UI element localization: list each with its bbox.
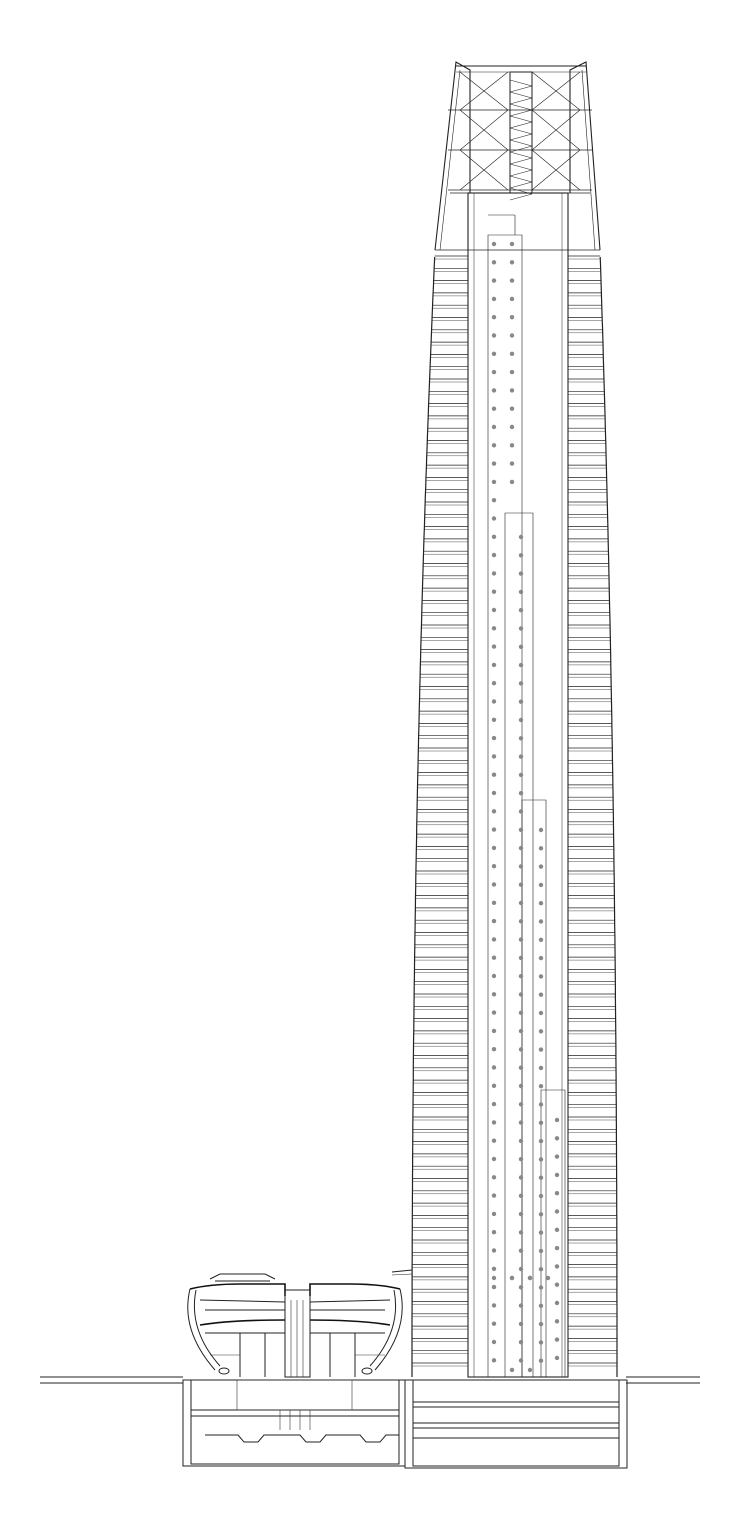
mast-bracing bbox=[510, 176, 532, 182]
elevator-marker bbox=[519, 864, 523, 868]
elevator-marker bbox=[492, 1193, 496, 1197]
elevator-marker bbox=[519, 992, 523, 996]
elevator-marker bbox=[539, 828, 543, 832]
elevator-marker bbox=[492, 461, 496, 465]
mast-bracing bbox=[510, 182, 532, 188]
elevator-marker bbox=[539, 1139, 543, 1143]
elevator-marker bbox=[492, 1175, 496, 1179]
elevator-marker bbox=[519, 681, 523, 685]
elevator-marker bbox=[492, 626, 496, 630]
elevator-marker bbox=[492, 1065, 496, 1069]
elevator-marker bbox=[519, 901, 523, 905]
elevator-marker bbox=[539, 1029, 543, 1033]
elevator-marker bbox=[519, 846, 523, 850]
elevator-marker bbox=[519, 1175, 523, 1179]
elevator-marker bbox=[555, 1209, 559, 1213]
mast-bracing bbox=[510, 164, 532, 170]
elevator-marker bbox=[519, 809, 523, 813]
elevator-marker bbox=[519, 1120, 523, 1124]
elevator-marker bbox=[492, 590, 496, 594]
elevator-marker bbox=[492, 1322, 496, 1326]
elevator-marker bbox=[510, 370, 514, 374]
elevator-marker bbox=[492, 608, 496, 612]
elevator-marker bbox=[510, 480, 514, 484]
mast-bracing bbox=[510, 128, 532, 134]
elevator-marker bbox=[539, 1267, 543, 1271]
elevator-marker bbox=[519, 919, 523, 923]
elevator-marker bbox=[492, 1267, 496, 1271]
elevator-marker bbox=[510, 461, 514, 465]
elevator-marker bbox=[492, 388, 496, 392]
elevator-marker bbox=[555, 1173, 559, 1177]
elevator-marker bbox=[492, 498, 496, 502]
mast-bracing bbox=[510, 116, 532, 122]
elevator-marker bbox=[546, 1276, 550, 1280]
elevator-marker bbox=[492, 901, 496, 905]
elevator-marker bbox=[539, 1066, 543, 1070]
entrance-canopy bbox=[392, 1270, 412, 1272]
elevator-marker bbox=[510, 425, 514, 429]
tower-left-edge bbox=[412, 257, 435, 1377]
elevator-marker bbox=[555, 1118, 559, 1122]
elevator-marker bbox=[492, 1157, 496, 1161]
elevator-marker bbox=[519, 937, 523, 941]
elevator-marker bbox=[555, 1246, 559, 1250]
elevator-marker bbox=[539, 864, 543, 868]
elevator-marker bbox=[519, 700, 523, 704]
elevator-marker bbox=[519, 1340, 523, 1344]
elevator-marker bbox=[519, 1285, 523, 1289]
mast-bracing bbox=[510, 98, 532, 104]
elevator-marker bbox=[510, 315, 514, 319]
elevator-marker bbox=[539, 883, 543, 887]
elevator-marker bbox=[510, 297, 514, 301]
elevator-marker bbox=[492, 681, 496, 685]
elevator-marker bbox=[539, 1340, 543, 1344]
elevator-marker bbox=[519, 883, 523, 887]
elevator-marker bbox=[492, 352, 496, 356]
elevator-marker bbox=[510, 278, 514, 282]
elevator-marker bbox=[539, 974, 543, 978]
elevator-marker bbox=[492, 1047, 496, 1051]
elevator-marker bbox=[519, 1139, 523, 1143]
elevator-marker bbox=[539, 1011, 543, 1015]
elevator-marker bbox=[510, 352, 514, 356]
elevator-marker bbox=[492, 1010, 496, 1014]
elevator-marker bbox=[539, 1230, 543, 1234]
tower-core bbox=[468, 193, 568, 1377]
elevator-marker bbox=[492, 260, 496, 264]
elevator-marker bbox=[539, 956, 543, 960]
elevator-marker bbox=[519, 1212, 523, 1216]
elevator-marker bbox=[492, 773, 496, 777]
elevator-marker bbox=[492, 333, 496, 337]
elevator-marker bbox=[492, 1102, 496, 1106]
mast-bracing bbox=[510, 170, 532, 176]
elevator-marker bbox=[539, 1249, 543, 1253]
elevator-marker bbox=[555, 1301, 559, 1305]
elevator-marker bbox=[539, 1304, 543, 1308]
elevator-marker bbox=[492, 974, 496, 978]
elevator-shaft bbox=[505, 513, 533, 1377]
elevator-marker bbox=[519, 1011, 523, 1015]
elevator-marker bbox=[492, 1230, 496, 1234]
elevator-marker bbox=[492, 425, 496, 429]
elevator-marker bbox=[492, 1084, 496, 1088]
elevator-marker bbox=[492, 571, 496, 575]
elevator-marker bbox=[492, 736, 496, 740]
mast-bracing bbox=[510, 92, 532, 98]
elevator-marker bbox=[555, 1228, 559, 1232]
elevator-marker bbox=[519, 718, 523, 722]
podium-building bbox=[188, 1274, 402, 1377]
elevator-marker bbox=[539, 846, 543, 850]
elevator-marker bbox=[492, 480, 496, 484]
elevator-marker bbox=[492, 718, 496, 722]
elevator-marker bbox=[539, 1176, 543, 1180]
elevator-marker bbox=[492, 699, 496, 703]
elevator-marker bbox=[492, 553, 496, 557]
elevator-marker bbox=[528, 1368, 532, 1372]
elevator-marker bbox=[492, 1120, 496, 1124]
elevator-marker bbox=[510, 333, 514, 337]
elevator-marker bbox=[492, 1248, 496, 1252]
elevator-marker bbox=[519, 1102, 523, 1106]
elevator-marker bbox=[519, 1322, 523, 1326]
elevator-marker bbox=[510, 407, 514, 411]
elevator-marker bbox=[519, 736, 523, 740]
elevator-marker bbox=[539, 1121, 543, 1125]
elevator-marker bbox=[539, 1047, 543, 1051]
mast-bracing bbox=[510, 86, 532, 92]
elevator-marker bbox=[519, 1047, 523, 1051]
elevator-marker bbox=[539, 1157, 543, 1161]
tower-crown bbox=[435, 62, 600, 250]
elevator-marker bbox=[492, 754, 496, 758]
elevator-marker bbox=[492, 1358, 496, 1362]
elevator-marker bbox=[519, 1157, 523, 1161]
crown-right-fin bbox=[570, 62, 600, 250]
elevator-marker bbox=[539, 1359, 543, 1363]
elevator-marker bbox=[510, 260, 514, 264]
elevator-marker bbox=[539, 1102, 543, 1106]
elevator-marker bbox=[519, 1029, 523, 1033]
elevator-marker bbox=[492, 644, 496, 648]
elevator-markers bbox=[492, 242, 559, 1372]
elevator-marker bbox=[492, 1212, 496, 1216]
tower-right-edge bbox=[600, 257, 617, 1377]
elevator-shaft bbox=[541, 1090, 565, 1377]
mast-bracing bbox=[510, 194, 532, 200]
elevator-marker bbox=[519, 608, 523, 612]
elevator-marker bbox=[492, 1139, 496, 1143]
crown-left-fin-inner bbox=[440, 70, 460, 250]
elevator-marker bbox=[539, 901, 543, 905]
elevator-marker bbox=[492, 1285, 496, 1289]
elevator-marker bbox=[539, 1322, 543, 1326]
elevator-marker bbox=[492, 370, 496, 374]
elevator-marker bbox=[519, 1084, 523, 1088]
elevator-marker bbox=[492, 827, 496, 831]
mast-bracing bbox=[510, 152, 532, 158]
elevator-marker bbox=[539, 993, 543, 997]
elevator-marker bbox=[492, 535, 496, 539]
elevator-marker bbox=[555, 1319, 559, 1323]
elevator-marker bbox=[492, 864, 496, 868]
elevator-marker bbox=[555, 1136, 559, 1140]
elevator-marker bbox=[555, 1191, 559, 1195]
elevator-marker bbox=[519, 535, 523, 539]
elevator-marker bbox=[539, 1285, 543, 1289]
elevator-marker bbox=[492, 1029, 496, 1033]
mast-bracing bbox=[510, 104, 532, 110]
elevator-marker bbox=[539, 1212, 543, 1216]
elevator-marker bbox=[492, 1303, 496, 1307]
elevator-marker bbox=[510, 1276, 514, 1280]
elevator-marker bbox=[519, 590, 523, 594]
elevator-marker bbox=[519, 956, 523, 960]
elevator-marker bbox=[519, 1303, 523, 1307]
crown-left-fin bbox=[435, 62, 470, 250]
elevator-marker bbox=[555, 1154, 559, 1158]
elevator-marker bbox=[519, 1066, 523, 1070]
elevator-marker bbox=[539, 1194, 543, 1198]
elevator-marker bbox=[539, 938, 543, 942]
elevator-marker bbox=[519, 1230, 523, 1234]
elevator-marker bbox=[555, 1283, 559, 1287]
mast-bracing bbox=[510, 146, 532, 152]
elevator-marker bbox=[492, 937, 496, 941]
core-outline bbox=[468, 193, 568, 1377]
elevator-marker bbox=[492, 663, 496, 667]
elevator-marker bbox=[519, 974, 523, 978]
elevator-marker bbox=[519, 773, 523, 777]
elevator-marker bbox=[492, 919, 496, 923]
elevator-marker bbox=[510, 242, 514, 246]
tower-basement bbox=[405, 1380, 627, 1468]
elevator-marker bbox=[510, 388, 514, 392]
elevator-marker bbox=[519, 553, 523, 557]
elevator-marker bbox=[492, 407, 496, 411]
elevator-marker bbox=[492, 1276, 496, 1280]
elevator-marker bbox=[519, 645, 523, 649]
elevator-marker bbox=[492, 297, 496, 301]
elevator-marker bbox=[519, 1267, 523, 1271]
elevator-marker bbox=[519, 1249, 523, 1253]
elevator-marker bbox=[492, 443, 496, 447]
elevator-marker bbox=[492, 516, 496, 520]
elevator-marker bbox=[492, 882, 496, 886]
elevator-marker bbox=[519, 791, 523, 795]
elevator-marker bbox=[492, 1340, 496, 1344]
elevator-marker bbox=[555, 1264, 559, 1268]
elevator-marker bbox=[519, 626, 523, 630]
elevator-marker bbox=[492, 278, 496, 282]
tower-shaft bbox=[392, 256, 617, 1377]
elevator-marker bbox=[519, 754, 523, 758]
mast-bracing bbox=[510, 110, 532, 116]
podium-basement bbox=[183, 1380, 405, 1466]
elevator-marker bbox=[539, 919, 543, 923]
elevator-marker bbox=[519, 1358, 523, 1362]
mast-bracing bbox=[510, 158, 532, 164]
elevator-marker bbox=[492, 791, 496, 795]
entrance-canopy-lower bbox=[392, 1274, 412, 1275]
elevator-marker bbox=[510, 1368, 514, 1372]
elevator-marker bbox=[528, 1276, 532, 1280]
elevator-marker bbox=[519, 663, 523, 667]
elevator-marker bbox=[492, 846, 496, 850]
mast-bracing bbox=[510, 80, 532, 86]
elevator-marker bbox=[555, 1337, 559, 1341]
elevator-marker bbox=[539, 1084, 543, 1088]
elevator-marker bbox=[492, 992, 496, 996]
mast-bracing bbox=[510, 134, 532, 140]
elevator-marker bbox=[492, 242, 496, 246]
elevator-marker bbox=[492, 809, 496, 813]
elevator-marker bbox=[555, 1356, 559, 1360]
mast-bracing bbox=[510, 122, 532, 128]
mast-bracing bbox=[510, 140, 532, 146]
elevator-marker bbox=[492, 956, 496, 960]
elevator-marker bbox=[519, 1194, 523, 1198]
elevator-marker bbox=[519, 571, 523, 575]
elevator-marker bbox=[492, 315, 496, 319]
elevator-marker bbox=[510, 443, 514, 447]
elevator-marker bbox=[519, 828, 523, 832]
